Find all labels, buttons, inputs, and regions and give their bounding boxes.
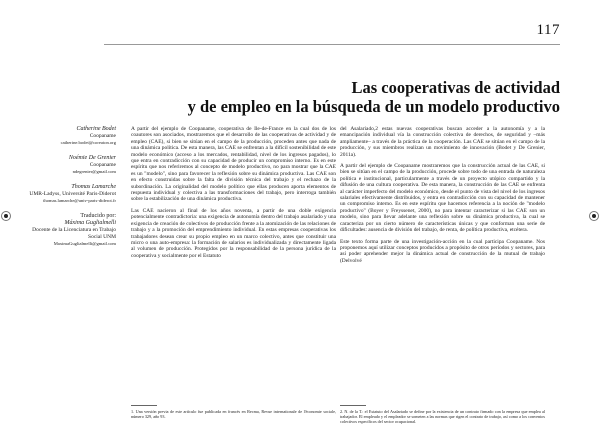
body-paragraph: del Asalariado,2 estas nuevas cooperativas buscan acceder a la autonomía y a la emancipación individual vía la construcción colectiva de derechos, de seguridad y –más ampliamente– a través de la práctica de la cooperación. Las CAE se sitúan en el campo de la producción, y sus miembros realizan un movimiento de innovación (Bodet y De Grenier, 2011a).	[340, 126, 545, 158]
translator-affiliation: Docente de la Licenciatura en Trabajo Social UNM	[32, 227, 116, 240]
author-affiliation: UMR-Ladyss, Université Paris-Diderot	[29, 191, 116, 197]
registration-mark-icon	[4, 214, 8, 218]
title-line-1: Las cooperativas de actividad	[351, 78, 560, 97]
body-column-left	[131, 126, 336, 264]
author-name: Thomas Lamarche	[71, 184, 116, 190]
translator-block	[20, 213, 116, 247]
footnote-rule	[340, 405, 366, 406]
author-block	[20, 126, 116, 146]
author-block	[20, 184, 116, 204]
body-paragraph: A partir del ejemplo de Coopaname mostraremos que la construcción actual de las CAE, si bien se sitúan en el campo de la producción, procede sobre todo de una entrada de naturaleza política e institucional, particularmente a través de un proyecto utópico compartido y la difusión de una cultura cooperativa. De esta manera, la construcción de las CAE se enfrenta al carácter imperfecto del modelo económico, desde el punto de vista del nivel de los ingresos salariales efectivamente distribuidos, y entra en contradicción con su capacidad de mantener un compromiso interno. Es en este espíritu que hacemos referencia a la noción de "modelo productivo" (Boyer y Freyssenet, 2000), no para intentar caracterizar si las CAE son un modelo, sino para llevar adelante una reflexión sobre su dinámica productiva, la cual se caracteriza por un cierto número de características únicas y que conforman una serie de dificultades: ausencia de división del trabajo, de renta, de política productiva, etcétera.	[340, 163, 545, 234]
author-email: ndegrenier@gmail.com	[72, 169, 116, 174]
body-paragraph: A partir del ejemplo de Coopaname, cooperativa de Ile-de-France en la cual dos de los coautores son asociados, mostraremos que el desarrollo de las cooperativas de actividad y de empleo (CAE), si bien se sitúan en el campo de la producción, proceden antes que nada de una dinámica política. De esta manera, las CAE se enfrentan a la difícil sostenibilidad de este modelo económico (acceso a los mercados, rentabilidad, nivel de los ingresos pagados), lo que entra en contradicción con su capacidad de producir un compromiso interno. Es en este espíritu que nos referiremos al concepto de modelo productivo, no para mostrar que la CAE es un "modelo", sino para favorecer la reflexión sobre su dinámica productiva. Las CAE son en efecto construidas sobre la falta de división técnica del trabajo y el rechazo de la subordinación. La originalidad del modelo político que ellas producen aporta elementos de respuesta individual y colectiva a las transformaciones del trabajo, pero interroga también sobre la estabilización de una dinámica productiva.	[131, 126, 336, 203]
author-affiliation: Coopaname	[89, 133, 116, 139]
footnote-rule	[131, 405, 157, 406]
author-name: Catherine Bodet	[76, 126, 116, 132]
body-column-right	[340, 126, 545, 269]
author-email: catherine.bodet@coreaton.org	[60, 140, 116, 145]
author-email: thomas.lamarche@univ-paris-diderot.fr	[43, 198, 116, 203]
translator-name: Máxima Guglialmelli	[64, 220, 116, 226]
author-name: Noémie De Grenier	[68, 155, 116, 161]
title-line-2: y de empleo en la búsqueda de un modelo productivo	[187, 97, 560, 116]
header-rule	[104, 44, 560, 45]
footnote-left: 1. Una versión previa de este artículo fue publicada en francés en Recma, Revue internationale de l'économie sociale, número 329, año 93.	[131, 409, 336, 420]
registration-mark-icon	[592, 214, 596, 218]
page-number: 117	[536, 22, 560, 38]
body-paragraph: Este texto forma parte de una investigación-acción en la cual participa Coopaname. Nos proponemos aquí utilizar conceptos producidos a propósito de otros períodos y sectores, para así poder aprehender mejor la dinámica actual de construcción de la mutual de trabajo (Delvolvé	[340, 238, 545, 264]
author-block	[20, 155, 116, 175]
translator-email: MaximaGuglialmelli@gmail.com	[53, 241, 116, 246]
article-title	[188, 78, 560, 116]
author-sidebar	[20, 126, 116, 256]
author-affiliation: Coopaname	[89, 162, 116, 168]
footnote-right: 2. N. de la T.: el Estatuto del Asalariado se define por la existencia de un contrato firmado con la empresa que emplea al trabajador. El empleado y el empleador se someten a las normas que rigen el contrato de trabajo, así como a los convenios colectivos específicos del sector ocupacional.	[340, 409, 545, 425]
body-paragraph: Las CAE nacieron al final de los años noventa, a partir de una doble exigencia potencialmente contradictoria: una exigencia de autonomía dentro del trabajo asalariado y una exigencia de creación de colectivos de producción frente a la atomización de las relaciones de trabajo y a la promoción del emprendimiento individual. En estas empresas cooperativas los trabajadores desean crear su propio empleo en un marco colectivo, antes que constituir una micro o una auto-empresa: la formación de salarios es individualizada y directamente ligada al volumen de producción. Protegidos por la responsabilidad de la persona jurídica de la cooperativa y socialmente por el Estatuto	[131, 207, 336, 259]
translator-label: Traducido por:	[80, 213, 116, 219]
